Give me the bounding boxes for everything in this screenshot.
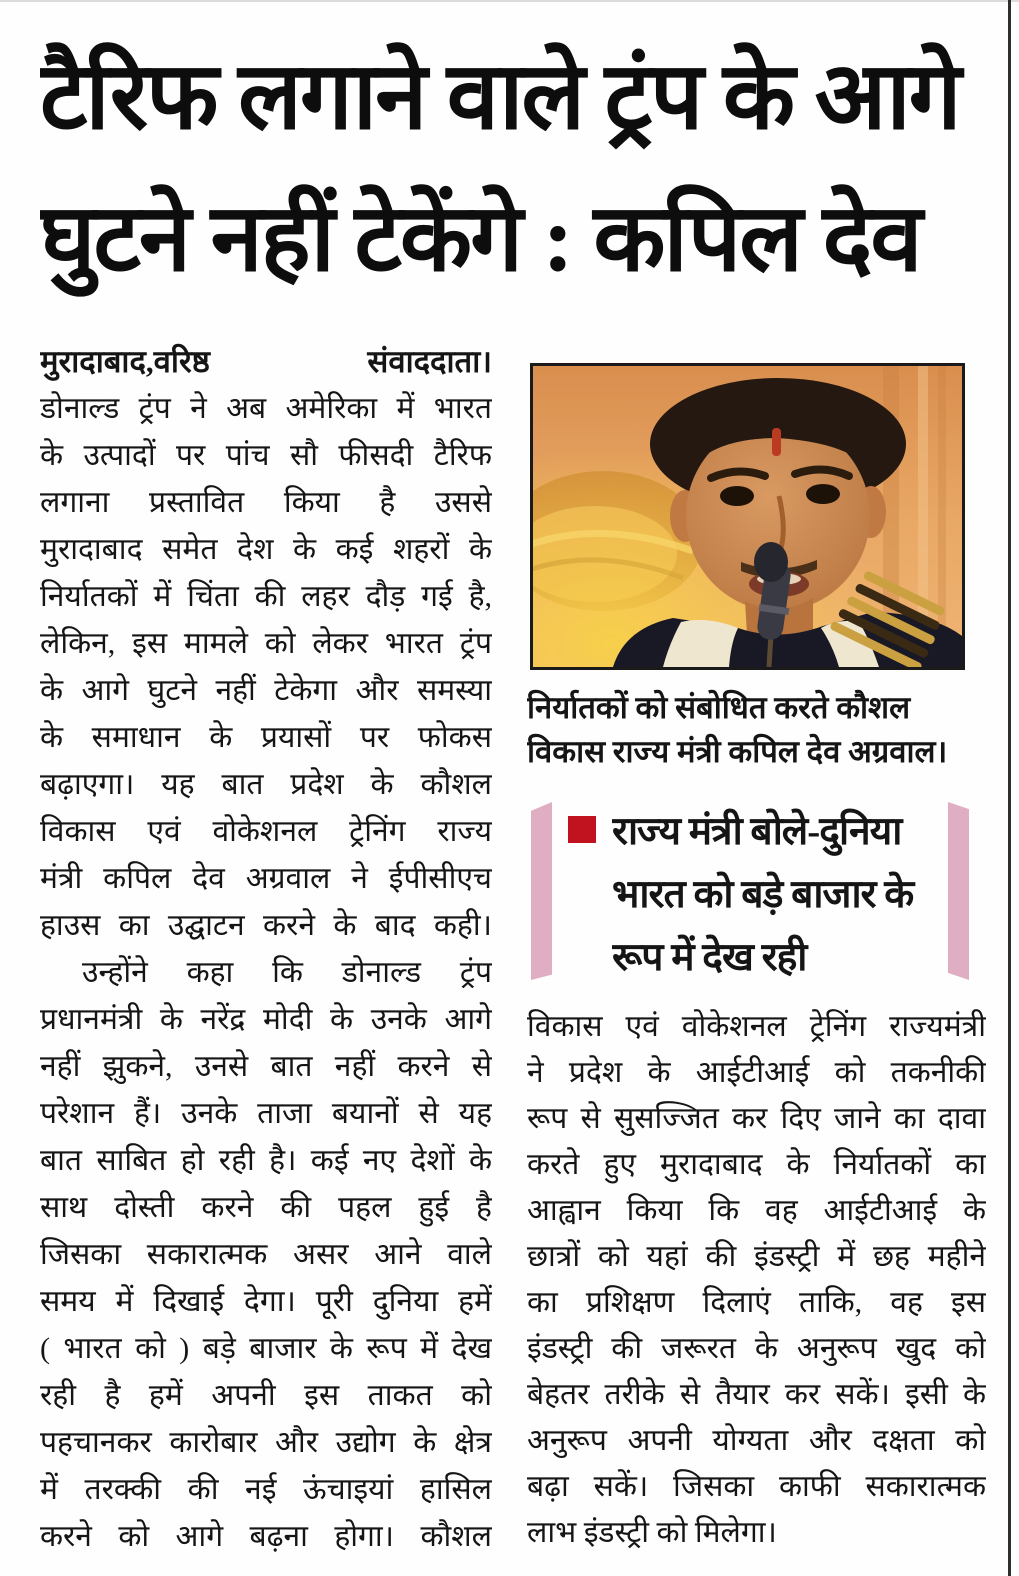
text-line: उन्होंने कहा कि डोनाल्ड ट्रंप [82, 956, 492, 989]
text-line: रूप में देख रही [612, 936, 807, 979]
tilak-mark [772, 428, 781, 456]
text-line: साथ दोस्ती करने की पहल हुई है [40, 1191, 492, 1224]
pull-quote-right-bar [948, 802, 969, 980]
text-line: छात्रों को यहां की इंडस्ट्री में छह महीने [527, 1240, 986, 1273]
text-line: के उत्पादों पर पांच सौ फीसदी टैरिफ [40, 439, 492, 472]
text-line: बढ़ा सकें। जिसका काफी सकारात्मक [527, 1470, 986, 1503]
text-line: विकास एवं वोकेशनल ट्रेनिंग राज्य [40, 815, 492, 848]
text-line: लाभ इंडस्ट्री को मिलेगा। [527, 1516, 777, 1549]
text-line: निर्यातकों में चिंता की लहर दौड़ गई है, [40, 580, 492, 613]
text-line: का प्रशिक्षण दिलाएं ताकि, वह इस [527, 1286, 986, 1319]
text-line: परेशान हैं। उनके ताजा बयानों से यह [40, 1097, 492, 1130]
text-line: डोनाल्ड ट्रंप ने अब अमेरिका में भारत [40, 392, 492, 425]
text-line: निर्यातकों को संबोधित करते कौशल [527, 690, 911, 725]
pull-quote-left-bar [531, 802, 552, 980]
text-line: विकास एवं वोकेशनल ट्रेनिंग राज्यमंत्री [527, 1010, 986, 1043]
text-line: प्रधानमंत्री के नरेंद्र मोदी के उनके आगे [40, 1003, 492, 1036]
text-line: विकास राज्य मंत्री कपिल देव अग्रवाल। [527, 734, 948, 769]
text-line: बात साबित हो रही है। कई नए देशों के [40, 1144, 492, 1177]
headline-line-1: टैरिफ लगाने वाले ट्रंप के आगे [40, 45, 960, 149]
text-line: लगाना प्रस्तावित किया है उससे [40, 486, 492, 519]
text-line: नहीं झुकने, उनसे बात नहीं करने से [40, 1050, 492, 1083]
pull-quote-text [612, 800, 946, 989]
pull-quote-box [527, 802, 986, 982]
text-line: के समाधान के प्रयासों पर फोकस [40, 721, 492, 754]
text-line: लेकिन, इस मामले को लेकर भारत ट्रंप [40, 627, 492, 660]
text-line: आह्वान किया कि वह आईटीआई के [527, 1194, 986, 1227]
left-column-body [40, 385, 492, 1560]
text-line: रही है हमें अपनी इस ताकत को [40, 1379, 492, 1412]
minister-photo-illustration [533, 366, 962, 667]
text-line: अनुरूप अपनी योग्यता और दक्षता को [527, 1424, 986, 1457]
eye [720, 486, 754, 506]
page-edge-rule [1008, 0, 1011, 1576]
text-line: राज्य मंत्री बोले-दुनिया [612, 810, 902, 853]
text-line: ( भारत को ) बड़े बाजार के रूप में देख [40, 1332, 492, 1365]
text-line: ने प्रदेश के आईटीआई को तकनीकी [527, 1056, 986, 1089]
minister-photo [530, 363, 965, 670]
text-line: हाउस का उद्घाटन करने के बाद कही। [40, 909, 492, 942]
text-line: बढ़ाएगा। यह बात प्रदेश के कौशल [40, 768, 492, 801]
text-line: करते हुए मुरादाबाद के निर्यातकों का [527, 1148, 986, 1181]
photo-caption [527, 686, 986, 774]
text-line: भारत को बड़े बाजार के [612, 873, 914, 916]
top-edge-line [0, 0, 1019, 2]
text-line: जिसका सकारात्मक असर आने वाले [40, 1238, 492, 1271]
right-column-body [527, 1004, 986, 1556]
headline [40, 26, 992, 310]
eye [806, 484, 840, 504]
text-line: समय में दिखाई देगा। पूरी दुनिया हमें [40, 1285, 492, 1318]
left-column [40, 338, 492, 1560]
right-column [527, 338, 986, 1556]
text-line: इंडस्ट्री की जरूरत के अनुरूप खुद को [527, 1332, 986, 1365]
bullet-square-icon [568, 816, 596, 843]
headline-line-2: घुटने नहीं टेकेंगे : कपिल देव [40, 187, 921, 291]
text-line: मुरादाबाद समेत देश के कई शहरों के [40, 533, 492, 566]
dateline: मुरादाबाद,वरिष्ठ संवाददाता। [40, 344, 492, 379]
text-line: मंत्री कपिल देव अग्रवाल ने ईपीसीएच [40, 862, 492, 895]
text-line: बेहतर तरीके से तैयार कर सकें। इसी के [527, 1378, 986, 1411]
text-line: पहचानकर कारोबार और उद्योग के क्षेत्र [40, 1426, 492, 1459]
text-line: के आगे घुटने नहीं टेकेगा और समस्या [40, 674, 492, 707]
text-line: करने को आगे बढ़ना होगा। कौशल [40, 1520, 492, 1553]
text-line: में तरक्की की नई ऊंचाइयां हासिल [40, 1473, 492, 1506]
text-line: रूप से सुसज्जित कर दिए जाने का दावा [527, 1102, 986, 1135]
